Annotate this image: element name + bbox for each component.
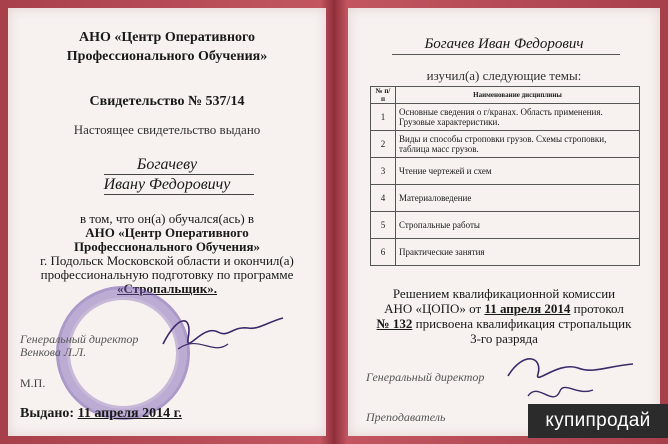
body-line-2: АНО «Центр Оперативного (85, 225, 249, 240)
issue-date (20, 406, 182, 422)
body-line-4: г. Подольск Московской области и окончил(а) (40, 253, 294, 268)
director-title: Генеральный директор (20, 332, 139, 346)
certificate-body (8, 212, 326, 296)
organization-name (8, 28, 326, 66)
qualification-assigned: присвоена квалификация стропальщик (415, 316, 632, 331)
studied-topics-label: изучил(а) следующие темы: (426, 68, 582, 83)
topics-table (370, 86, 640, 266)
topic-number: 3 (371, 158, 396, 185)
decision-date: 11 апреля 2014 (484, 301, 571, 316)
recipient-surname: Богачеву (136, 156, 198, 173)
table-row (371, 131, 640, 158)
table-row (371, 104, 640, 131)
org-line-2: Профессионального Обучения» (66, 49, 268, 64)
topic-title: Чтение чертежей и схем (396, 158, 640, 185)
director-signature (158, 304, 288, 364)
topic-title: Материаловедение (396, 185, 640, 212)
teacher-label: Преподаватель (366, 410, 446, 424)
body-line-5: профессиональную подготовку по программе (40, 267, 294, 282)
topic-number: 4 (371, 185, 396, 212)
seal-place-label: М.П. (20, 376, 46, 390)
decision-line-2 (348, 301, 660, 316)
issued-to-label: Настоящее свидетельство выдано (73, 122, 261, 137)
director-title: Генеральный директор (366, 370, 485, 384)
name-underline-2 (104, 194, 254, 195)
watermark-logo: купипродай (528, 404, 668, 438)
certificate-number: Свидетельство № 537/14 (89, 94, 245, 109)
table-row (371, 239, 640, 266)
decision-protocol-label: протокол (573, 301, 624, 316)
decision-line-1: Решением квалификационной комиссии (392, 286, 616, 301)
table-row (371, 185, 640, 212)
topic-number: 5 (371, 212, 396, 239)
decision-organization: АНО «ЦОПО» от (384, 301, 482, 316)
title-column-header: Наименование дисциплины (396, 87, 640, 104)
topic-title: Практические занятия (396, 239, 640, 266)
table-row (371, 158, 640, 185)
holder-name: Богачев Иван Федорович (424, 36, 584, 52)
body-line-3: Профессионального Обучения» (73, 239, 261, 254)
director-name: Венкова Л.Л. (20, 345, 87, 359)
topic-number: 1 (371, 104, 396, 131)
topic-number: 2 (371, 131, 396, 158)
topics-table-header (371, 87, 640, 104)
protocol-number: № 132 (376, 316, 413, 331)
left-page (8, 8, 326, 436)
commission-decision (348, 286, 660, 346)
topic-title: Основные сведения о г/кранах. Область применения. Грузовые характеристики. (396, 104, 640, 131)
issued-label: Выдано: (20, 406, 75, 421)
topic-title: Виды и способы строповки грузов. Схемы строповки, таблица масс грузов. (396, 131, 640, 158)
decision-line-3 (348, 316, 660, 331)
holder-name-underline (392, 54, 620, 55)
right-page (348, 8, 660, 436)
program-name: «Стропальщик». (117, 281, 217, 296)
name-underline-1 (104, 174, 254, 175)
topic-number: 6 (371, 239, 396, 266)
org-line-1: АНО «Центр Оперативного (78, 30, 256, 45)
recipient-given-names: Ивану Федоровичу (103, 176, 231, 193)
body-line-1: в том, что он(а) обучался(ась) в (79, 211, 255, 226)
topic-title: Стропальные работы (396, 212, 640, 239)
table-row (371, 212, 640, 239)
issued-date-value: 11 апреля 2014 г. (77, 406, 182, 421)
qualification-grade: 3-го разряда (470, 331, 538, 346)
num-column-header: № п/п (371, 87, 396, 104)
